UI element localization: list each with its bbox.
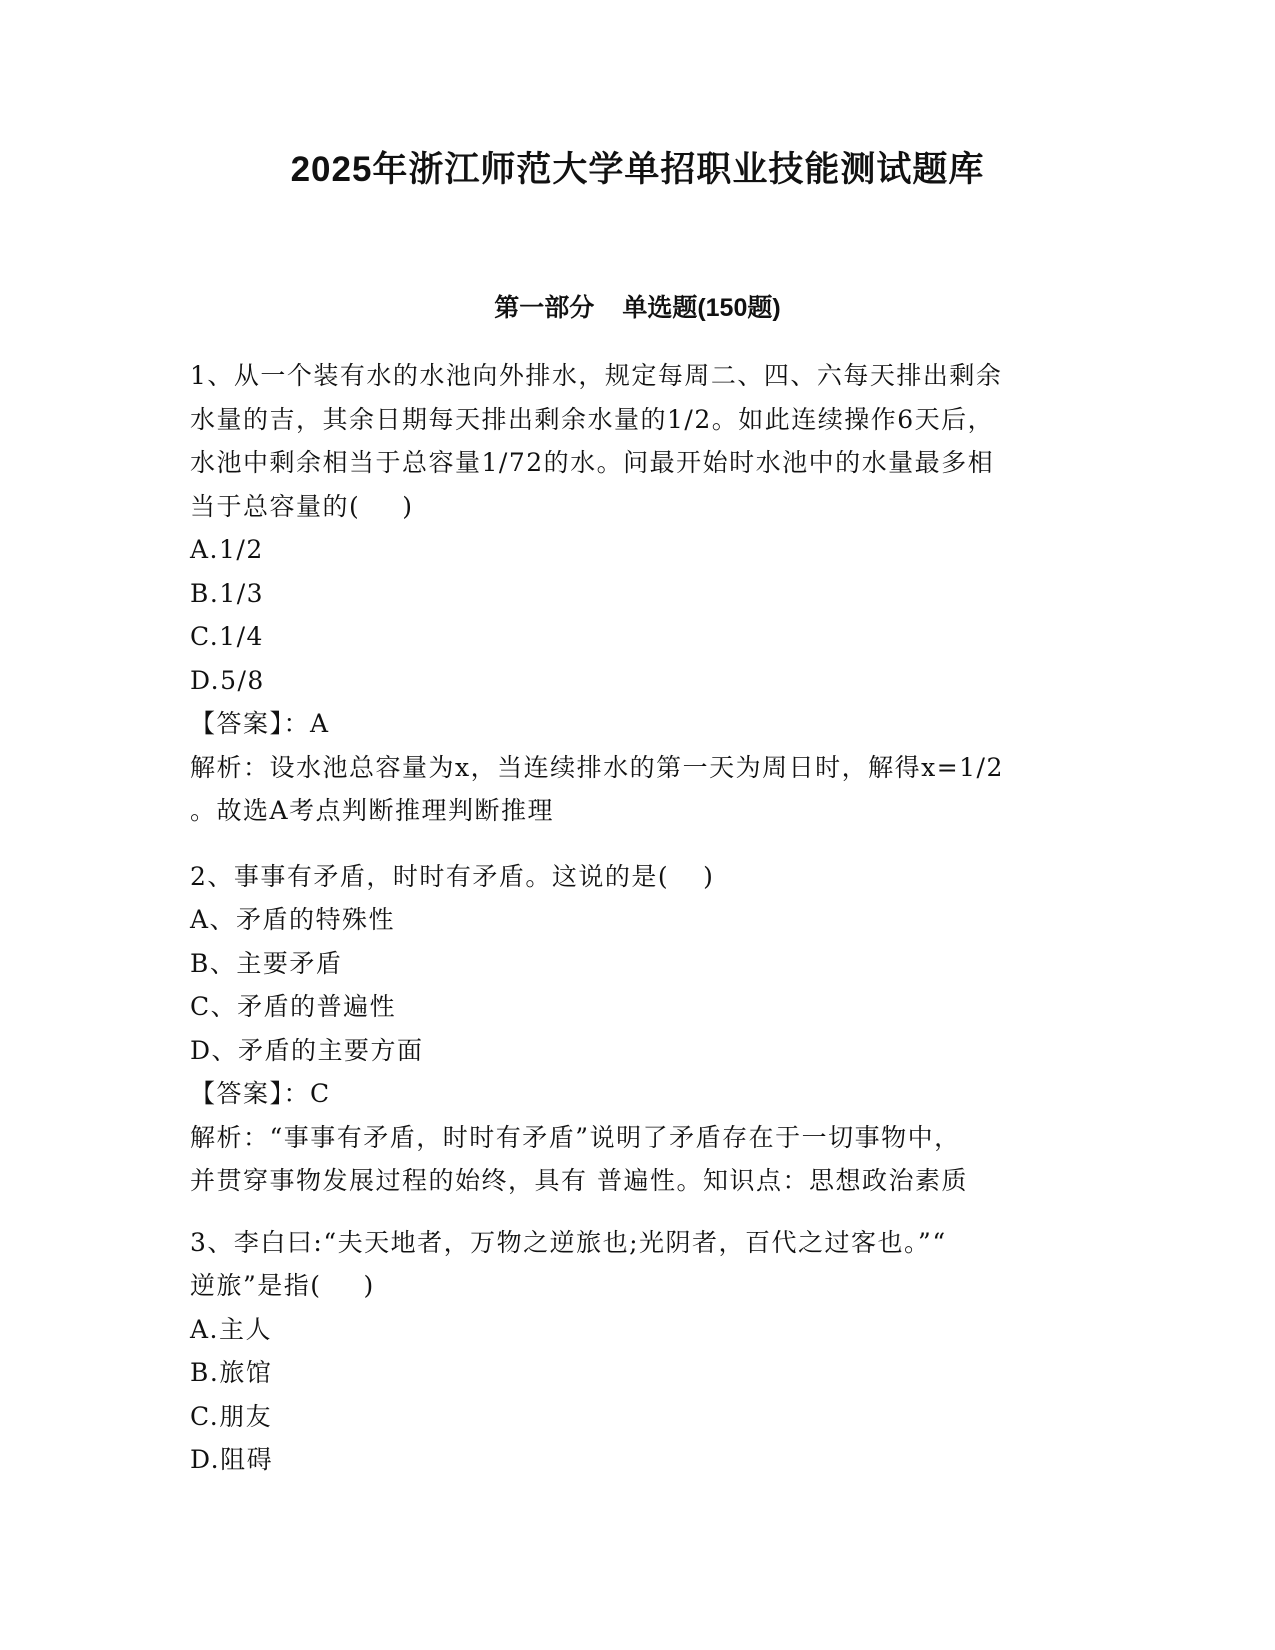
section-heading <box>0 292 1275 324</box>
question-list <box>190 354 1080 1482</box>
answer-blank-close: ) <box>363 1271 375 1300</box>
answer-value: A <box>310 709 330 738</box>
answer-label: 【答案】： <box>190 709 311 738</box>
option-a: A.主人 <box>190 1314 273 1344</box>
option-a: A、矛盾的特殊性 <box>190 905 396 934</box>
option-c: C.1/4 <box>190 622 264 651</box>
answer-blank-close: ) <box>402 491 414 521</box>
section-part: 第一部分 <box>494 294 595 322</box>
question-stem-line: 水池中剩余相当于总容量1/72的水。问最开始时水池中的水量最多相 <box>190 448 995 477</box>
answer-value: C <box>310 1079 331 1108</box>
option-c: C、矛盾的普遍性 <box>190 992 397 1021</box>
answer-line <box>190 1072 1080 1116</box>
option-a: A.1/2 <box>190 535 264 564</box>
document-title: 2025年浙江师范大学单招职业技能测试题库 <box>290 150 985 189</box>
analysis-line: 解析：“事事有矛盾，时时有矛盾”说明了矛盾存在于一切事物中， <box>190 1122 961 1152</box>
option-b: B、主要矛盾 <box>190 948 343 978</box>
analysis-line: 。故选A考点判断推理判断推理 <box>190 796 555 825</box>
analysis-line: 解析：设水池总容量为x，当连续排水的第一天为周日时，解得x=1/2 <box>190 752 1004 782</box>
question-stem-line-last <box>190 855 1080 899</box>
section-name: 单选题(150题) <box>622 294 781 322</box>
answer-label: 【答案】： <box>190 1079 311 1108</box>
option-d: D、矛盾的主要方面 <box>190 1035 424 1065</box>
answer-line <box>190 702 1080 746</box>
question-stem-text: 2、事事有矛盾，时时有矛盾。这说的是( <box>190 861 670 891</box>
question-stem-line-last <box>190 485 1080 529</box>
answer-blank-close: ) <box>703 861 715 891</box>
question-stem-line-last <box>190 1264 1080 1308</box>
option-b: B.1/3 <box>190 578 265 608</box>
question-stem-text: 逆旅”是指( <box>190 1271 322 1300</box>
analysis-line: 并贯穿事物发展过程的始终，具有 普遍性。知识点：思想政治素质 <box>190 1166 968 1195</box>
question-stem-line: 1、从一个装有水的水池向外排水，规定每周二、四、六每天排出剩余 <box>190 361 1003 390</box>
option-c: C.朋友 <box>190 1401 273 1431</box>
option-d: D.5/8 <box>190 665 265 695</box>
option-d: D.阻碍 <box>190 1445 274 1474</box>
question-stem-line: 水量的吉，其余日期每天排出剩余水量的1/2。如此连续操作6天后， <box>190 404 995 434</box>
question-3 <box>190 1221 1080 1482</box>
question-stem-text: 当于总容量的( <box>190 491 361 521</box>
question-2 <box>190 855 1080 1203</box>
question-stem-line: 3、李白曰:“夫天地者，万物之逆旅也;光阴者，百代之过客也。”“ <box>190 1227 947 1257</box>
option-b: B.旅馆 <box>190 1358 273 1387</box>
question-1 <box>190 354 1080 833</box>
